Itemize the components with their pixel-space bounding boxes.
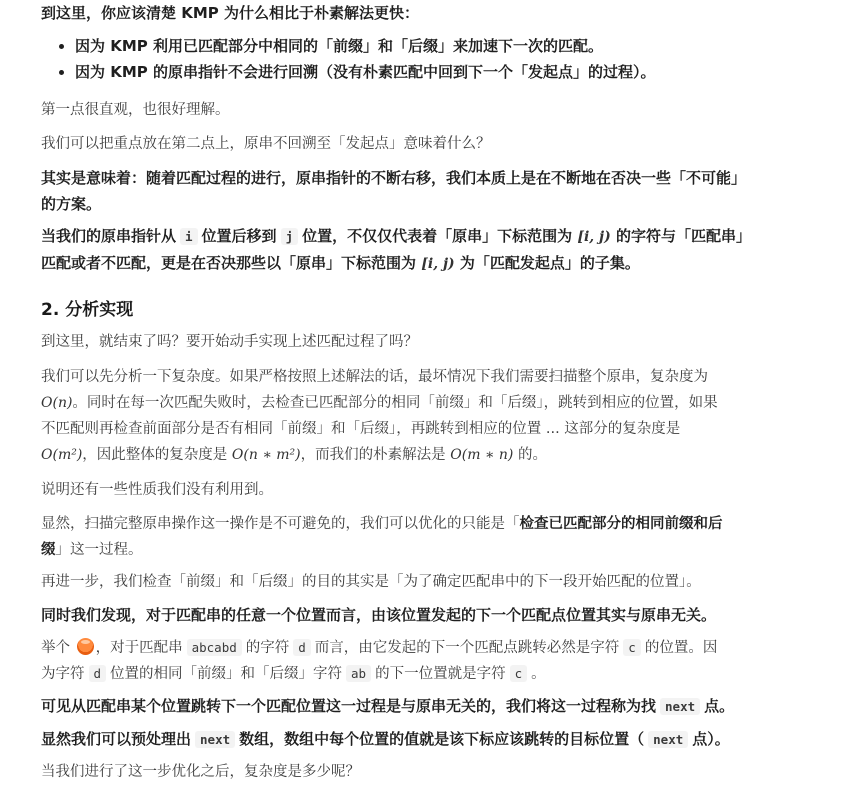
text: 点）。: [692, 730, 730, 748]
text: 数组，数组中每个位置的值就是该下标应该跳转的目标位置（: [239, 730, 645, 748]
paragraph: 到这里，就结束了吗？要开始动手实现上述匹配过程了吗？: [41, 334, 418, 350]
text: 点。: [704, 697, 735, 715]
bullet-item: • 因为 KMP 的原串指针不会进行回溯（没有朴素匹配中回到下一个「发起点」的过程）。: [75, 59, 656, 85]
math-range: [i, j): [577, 229, 611, 245]
paragraph-example: [41, 635, 717, 687]
text-line: 其实是意味着：随着匹配过程的进行，原串指针的不断右移，我们本质上是在不断地在否决一些「不可能」: [41, 169, 747, 187]
paragraph-complexity: [41, 364, 831, 468]
text: 显然，扫描完整原串操作这一操作是不可避免的，我们可以优化的只能是「: [41, 516, 520, 532]
section-title: 2. 分析实现: [41, 300, 134, 320]
inline-code: c: [623, 639, 641, 656]
inline-code: next: [660, 698, 700, 715]
text: 。同时在每一次匹配失败时，去检查已匹配部分的相同「前缀」和「后缀」，跳转到相应的位置，如果: [72, 395, 718, 411]
text: 举个: [41, 640, 70, 656]
inline-code: i: [180, 228, 198, 245]
inline-code: d: [293, 639, 311, 656]
text: 而言，由它发起的下一个匹配点跳转必然是字符: [314, 640, 620, 656]
math-range: [i, j): [421, 256, 455, 272]
text: 为字符: [41, 666, 85, 682]
inline-code: next: [648, 731, 688, 748]
text: 的。: [517, 447, 547, 463]
text: ，对于匹配串: [95, 640, 183, 656]
math-o-m2: O(m²): [41, 447, 83, 463]
paragraph: 我们可以把重点放在第二点上，原串不回溯至「发起点」意味着什么？: [41, 136, 491, 152]
intro-bullet-list: [41, 33, 656, 85]
inline-code: d: [89, 665, 107, 682]
text: 的字符与「匹配串」: [615, 227, 751, 245]
paragraph: 说明还有一些性质我们没有利用到。: [41, 482, 273, 498]
text-bold: 缀: [41, 542, 56, 558]
paragraph-bold: [41, 165, 746, 217]
inline-code: c: [510, 665, 528, 682]
text-line: 不匹配则再检查前面部分是否有相同「前缀」和「后缀」，再跳转到相应的位置 ... 这部分的复杂度是: [41, 421, 681, 437]
paragraph: 再进一步，我们检查「前缀」和「后缀」的目的其实是「为了确定匹配串中的下一段开始匹配的位置」。: [41, 574, 701, 590]
text: 的字符: [245, 640, 290, 656]
paragraph: 第一点很直观，也很好理解。: [41, 102, 230, 118]
text: ，而我们的朴素解法是: [300, 447, 446, 463]
text: 」这一过程。: [55, 542, 143, 558]
bullet-item: • 因为 KMP 利用已匹配部分中相同的「前缀」和「后缀」来加速下一次的匹配。: [75, 33, 656, 59]
text: 的下一位置就是字符: [375, 666, 506, 682]
inline-code: ab: [346, 665, 371, 682]
paragraph-bold: 同时我们发现，对于匹配串的任意一个位置而言，由该位置发起的下一个匹配点位置其实与原串无关。: [41, 606, 717, 624]
chestnut-icon: [77, 638, 94, 655]
text-line: 我们可以先分析一下复杂度。如果严格按照上述解法的话，最坏情况下我们需要扫描整个原串，复杂度为: [41, 369, 708, 385]
math-o-nm2: O(n ∗ m²): [231, 447, 301, 463]
text: 匹配或者不匹配，更是在否决那些以「原串」下标范围为: [41, 254, 417, 272]
text: 位置，不仅仅代表着「原串」下标范围为: [302, 227, 573, 245]
text: 位置的相同「前缀」和「后缀」字符: [110, 666, 343, 682]
text: 位置后移到: [201, 227, 277, 245]
inline-code: next: [195, 731, 235, 748]
inline-code: abcabd: [187, 639, 242, 656]
text-line: 的方案。: [41, 195, 102, 213]
paragraph-pointer: [41, 223, 751, 277]
text: 显然我们可以预处理出: [41, 730, 192, 748]
inline-code: j: [281, 228, 299, 245]
intro-heading: 到这里，你应该清楚 KMP 为什么相比于朴素解法更快：: [41, 4, 419, 22]
paragraph-bold: [41, 693, 734, 720]
paragraph-bold: [41, 726, 730, 753]
text: 当我们的原串指针从: [41, 227, 177, 245]
math-o-n: O(n): [41, 395, 73, 411]
text: 的位置。因: [644, 640, 718, 656]
text-bold: 检查已匹配部分的相同前缀和后: [519, 516, 723, 532]
math-o-mn: O(m ∗ n): [450, 447, 514, 463]
text: 为「匹配发起点」的子集。: [459, 254, 640, 272]
text: 。: [531, 666, 546, 682]
paragraph-optimize: [41, 511, 723, 563]
paragraph: 当我们进行了这一步优化之后，复杂度是多少呢？: [41, 764, 360, 780]
text: 可见从匹配串某个位置跳转下一个匹配位置这一过程是与原串无关的，我们将这一过程称为找: [41, 697, 657, 715]
text: ，因此整体的复杂度是: [82, 447, 228, 463]
